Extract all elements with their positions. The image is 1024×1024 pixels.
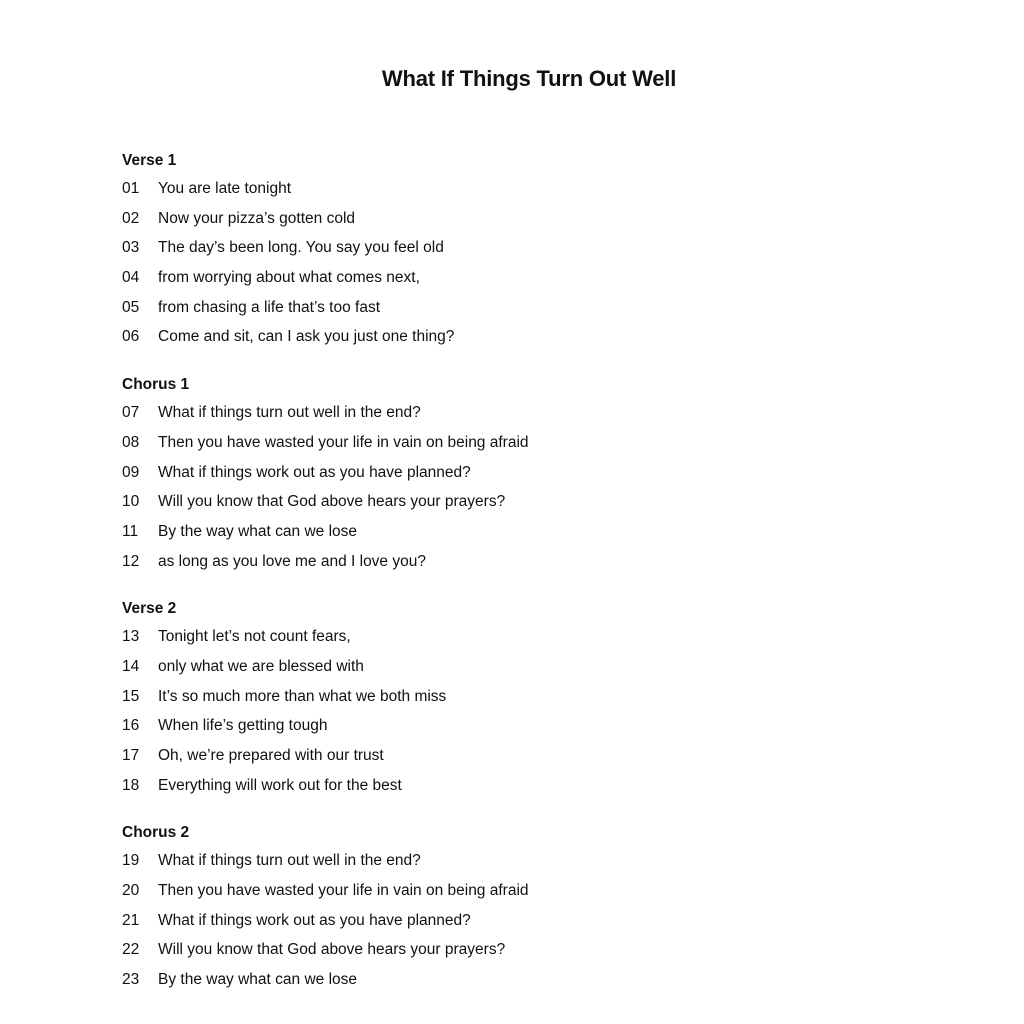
section-chorus-1	[122, 372, 922, 576]
lyric-line	[122, 876, 922, 906]
line-number: 16	[122, 717, 140, 735]
line-number: 05	[122, 298, 140, 316]
line-text: It’s so much more than what we both miss	[158, 687, 447, 705]
line-text: Will you know that God above hears your prayers?	[158, 941, 506, 959]
line-number: 13	[122, 628, 140, 646]
document-title: What If Things Turn Out Well	[381, 66, 677, 91]
section-heading: Verse 2	[122, 600, 177, 618]
line-text: By the way what can we lose	[158, 971, 358, 989]
line-number: 06	[122, 328, 140, 346]
lyric-line	[122, 322, 922, 352]
line-text: only what we are blessed with	[158, 657, 364, 675]
line-text: Come and sit, can I ask you just one thing?	[158, 328, 455, 346]
line-number: 01	[122, 180, 140, 197]
line-text: from worrying about what comes next,	[158, 269, 420, 287]
line-number: 22	[122, 941, 140, 959]
lyric-line	[122, 652, 922, 682]
line-text: The day’s been long. You say you feel old	[158, 239, 444, 257]
line-number: 02	[122, 209, 140, 227]
line-text: Now your pizza’s gotten cold	[158, 209, 356, 227]
line-number: 23	[122, 971, 140, 989]
lyric-line	[122, 174, 922, 204]
lyric-line	[122, 682, 922, 712]
line-number: 14	[122, 657, 140, 675]
line-number: 18	[122, 776, 140, 794]
section-heading: Verse 1	[122, 152, 177, 169]
lyric-line	[122, 233, 922, 263]
line-number: 19	[122, 852, 140, 870]
line-text: You are late tonight	[158, 180, 292, 197]
section-verse-2	[122, 596, 922, 800]
line-text: What if things work out as you have planned?	[158, 911, 471, 929]
line-text: Then you have wasted your life in vain on being afraid	[158, 433, 529, 451]
lyric-line	[122, 263, 922, 293]
line-number: 04	[122, 269, 140, 287]
lyric-line	[122, 771, 922, 801]
line-number: 07	[122, 404, 140, 422]
lyrics-body	[122, 148, 922, 1015]
section-verse-1	[122, 148, 922, 352]
line-text: Oh, we’re prepared with our trust	[158, 747, 384, 764]
line-text: from chasing a life that’s too fast	[158, 298, 380, 316]
lyric-line	[122, 398, 922, 428]
line-text: What if things turn out well in the end?	[158, 404, 421, 422]
line-number: 11	[122, 522, 139, 540]
line-text: What if things work out as you have planned?	[158, 463, 471, 481]
line-number: 17	[122, 747, 140, 764]
lyric-line	[122, 906, 922, 936]
lyric-line	[122, 428, 922, 458]
line-text: By the way what can we lose	[158, 522, 358, 540]
line-text: as long as you love me and I love you?	[158, 552, 426, 570]
lyric-line	[122, 547, 922, 577]
line-number: 21	[122, 911, 140, 929]
lyric-line	[122, 935, 922, 965]
line-text: Everything will work out for the best	[158, 776, 402, 794]
line-number: 08	[122, 433, 140, 451]
line-number: 20	[122, 882, 140, 900]
line-text: Will you know that God above hears your prayers?	[158, 493, 506, 511]
line-number: 03	[122, 239, 140, 257]
lyric-line	[122, 846, 922, 876]
lyric-line	[122, 965, 922, 995]
lyric-line	[122, 622, 922, 652]
section-heading: Chorus 1	[122, 376, 190, 394]
lyric-line	[122, 204, 922, 234]
lyric-line	[122, 458, 922, 488]
lyric-line	[122, 487, 922, 517]
lyric-line	[122, 741, 922, 771]
line-text: What if things turn out well in the end?	[158, 852, 421, 870]
lyric-line	[122, 293, 922, 323]
section-chorus-2	[122, 820, 922, 994]
line-number: 09	[122, 463, 140, 481]
line-number: 15	[122, 687, 140, 705]
line-text: When life’s getting tough	[158, 717, 328, 735]
line-text: Tonight let’s not count fears,	[158, 628, 351, 646]
lyric-line	[122, 517, 922, 547]
section-heading: Chorus 2	[122, 824, 190, 842]
lyric-line	[122, 711, 922, 741]
line-number: 12	[122, 552, 140, 570]
line-number: 10	[122, 493, 140, 511]
line-text: Then you have wasted your life in vain on being afraid	[158, 882, 529, 900]
